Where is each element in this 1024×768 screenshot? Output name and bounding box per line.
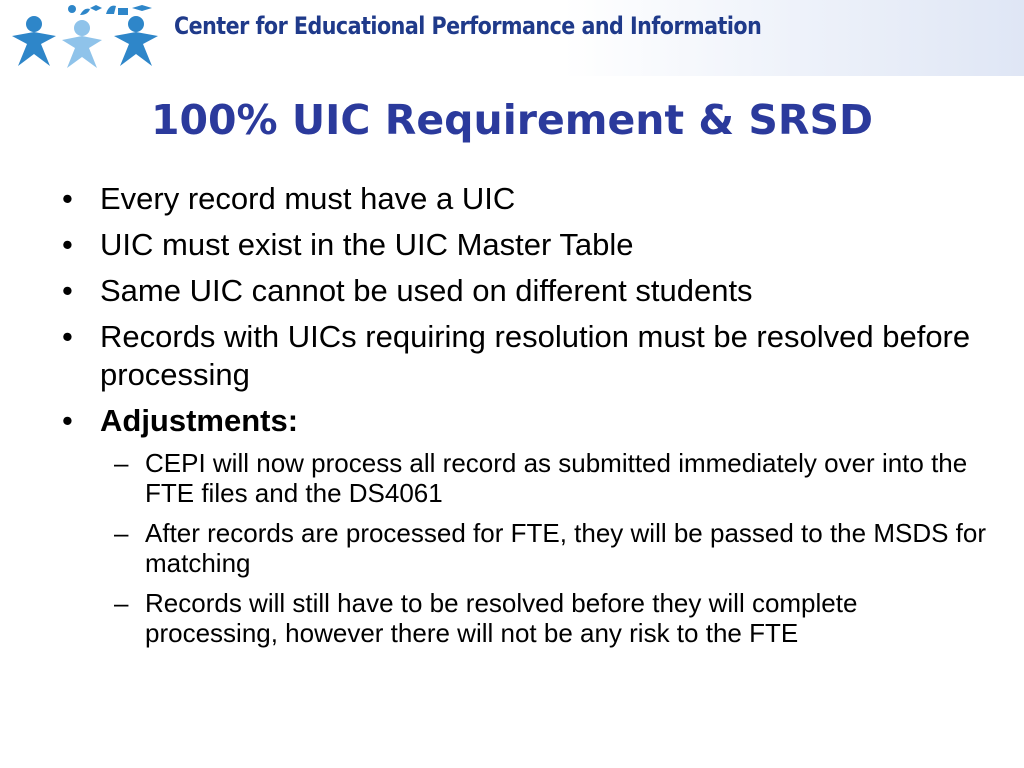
sub-bullet-item xyxy=(100,518,986,578)
cepi-logo xyxy=(8,2,168,70)
logo-figure-right xyxy=(114,16,158,66)
logo-mini-icons xyxy=(68,5,152,15)
bullet-text: Every record must have a UIC xyxy=(100,181,516,216)
bullet-text: UIC must exist in the UIC Master Table xyxy=(100,227,634,262)
bullet-glyph: • xyxy=(62,403,73,438)
bullet-text: Adjustments: xyxy=(100,403,299,438)
bullet-glyph: • xyxy=(62,181,73,216)
header-band xyxy=(0,0,1024,76)
slide-content xyxy=(56,180,986,658)
bullet-item xyxy=(56,318,986,394)
bullet-glyph: • xyxy=(62,273,73,308)
bullet-item xyxy=(56,180,986,218)
bullet-text: Records with UICs requiring resolution must be resolved before processing xyxy=(100,319,971,392)
logo-figure-middle xyxy=(62,20,102,68)
bullet-item xyxy=(56,272,986,310)
bullet-glyph: • xyxy=(62,319,73,354)
sub-bullet-list xyxy=(56,448,986,648)
bullet-item-adjustments xyxy=(56,402,986,440)
org-name: Center for Educational Performance and Information xyxy=(174,12,762,40)
dash-glyph: – xyxy=(114,518,129,548)
bullet-glyph: • xyxy=(62,227,73,262)
bullet-item xyxy=(56,226,986,264)
sub-bullet-text: After records are processed for FTE, they will be passed to the MSDS for matching xyxy=(145,518,987,578)
slide-title: 100% UIC Requirement & SRSD xyxy=(150,96,874,144)
sub-bullet-text: Records will still have to be resolved before they will complete processing, however there will not be any risk to the FTE xyxy=(145,588,858,648)
sub-bullet-text: CEPI will now process all record as submitted immediately over into the FTE files and the DS4061 xyxy=(145,448,968,508)
bullet-text: Same UIC cannot be used on different students xyxy=(100,273,753,308)
logo-figure-left xyxy=(12,16,56,66)
sub-bullet-item xyxy=(100,448,986,508)
dash-glyph: – xyxy=(114,448,129,478)
sub-bullet-item xyxy=(100,588,986,648)
bullet-list xyxy=(56,180,986,440)
dash-glyph: – xyxy=(114,588,129,618)
